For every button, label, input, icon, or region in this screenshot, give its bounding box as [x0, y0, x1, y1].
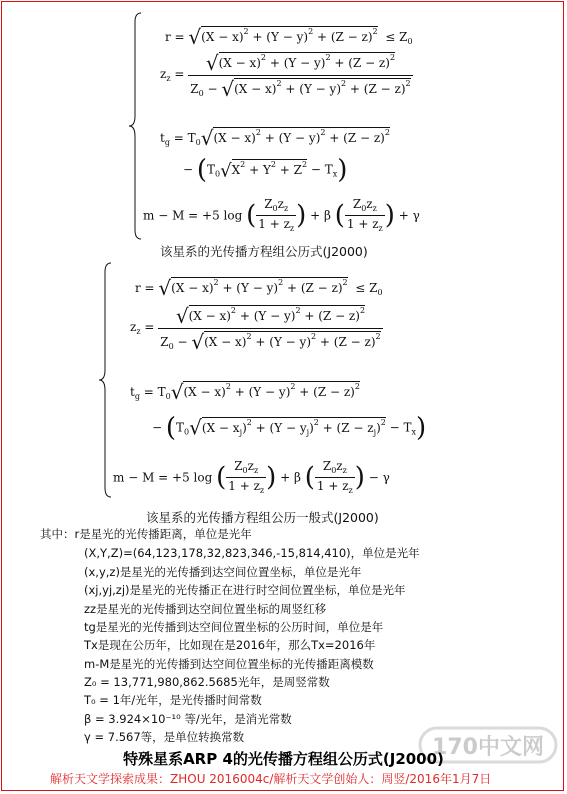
- eq-tg-2a: $t_g = T_0√(X - x)^2 + (Y - y)^2 + (Z - z)^2$: [130, 380, 360, 404]
- eq-mag-2: m − M = +5 log ( $\frac{Z_0z_z}{1 + z_z}$ ) + β ( $\frac{Z_0z_z}{1 + z_z}$ ) − γ: [113, 459, 390, 495]
- page-title: 特殊星系ARP 4的光传播方程组公历式(J2000): [123, 750, 444, 768]
- note-line-1: (X,Y,Z)=(64,123,178,32,823,346,-15,814,410)，单位是光年: [84, 546, 420, 560]
- eq-r-1: $r = √(X - x)^2 + (Y - y)^2 + (Z - z)^2 \le Z_0$: [165, 25, 413, 49]
- note-line-3: (xj,yj,zj)是星光的光传播正在进行时空间位置坐标，单位是光年: [84, 583, 406, 597]
- note-line-10: β = 3.924×10⁻¹⁰ 等/光年，是消光常数: [84, 712, 292, 726]
- note-line-7: m-M是星光的光传播到达空间位置坐标的光传播距离模数: [84, 657, 374, 671]
- eq-zz-2: $z_z$ = $\frac{√(X - x)^2 + (Y - y)^2 + (Z - z)^2}{Z_0 - √(X - x)^2 + (Y - y)^2 + (Z - z)^2}$: [130, 304, 381, 354]
- credit-line: 解析天文学探索成果：ZHOU 2016004c/解析天文学创始人：周竖/2016年1月7日: [50, 772, 492, 786]
- note-intro: 其中：r是星光的光传播距离，单位是光年: [40, 527, 252, 541]
- note-line-11: γ = 7.567等，是单位转换常数: [84, 730, 245, 744]
- eq-tg-1a: $t_g = T_0√(X - x)^2 + (Y - y)^2 + (Z - z)^2$: [160, 126, 390, 150]
- caption-system-1: 该星系的光传播方程组公历式(J2000): [160, 244, 368, 259]
- note-line-6: Tx是现在公历年，比如现在是2016年，那么Tx=2016年: [84, 638, 376, 652]
- left-brace-1: [128, 12, 144, 240]
- note-line-4: zz是星光的光传播到达空间位置坐标的周竖红移: [84, 602, 327, 616]
- eq-r-2: $r = √(X - x)^2 + (Y - y)^2 + (Z - z)^2 \le Z_0$: [135, 276, 383, 300]
- eq-zz-1: $z_z$ = $\frac{√(X - x)^2 + (Y - y)^2 + (Z - z)^2}{Z_0 - √(X - x)^2 + (Y - y)^2 + (Z - z)^2}$: [160, 51, 411, 101]
- left-brace-2: [98, 262, 114, 498]
- svg-text:170中文网: 170中文网: [432, 735, 544, 760]
- note-line-2: (x,y,z)是星光的光传播到达空间位置坐标，单位是光年: [84, 565, 362, 579]
- eq-tg-1b: − $(T_0√X^2 + Y^2 + Z^2 - T_x)$: [183, 155, 348, 185]
- note-line-9: T₀ = 1年/光年，是光传播时间常数: [84, 693, 262, 707]
- note-line-5: tg是星光的光传播到达空间位置坐标的公历时间，单位是年: [84, 620, 384, 634]
- eq-mag-1: m − M = +5 log ( $\frac{Z_0z_z}{1 + z_z}$ ) + β ( $\frac{Z_0z_z}{1 + z_z}$ ) + γ: [143, 197, 420, 233]
- eq-tg-2b: − $(T_0√(X - x_j)^2 + (Y - y_j)^2 + (Z - z_j)^2 - T_x)$: [152, 413, 427, 443]
- note-line-8: Z₀ = 13,771,980,862.5685光年，是周竖常数: [84, 675, 330, 689]
- caption-system-2: 该星系的光传播方程组公历一般式(J2000): [146, 510, 379, 525]
